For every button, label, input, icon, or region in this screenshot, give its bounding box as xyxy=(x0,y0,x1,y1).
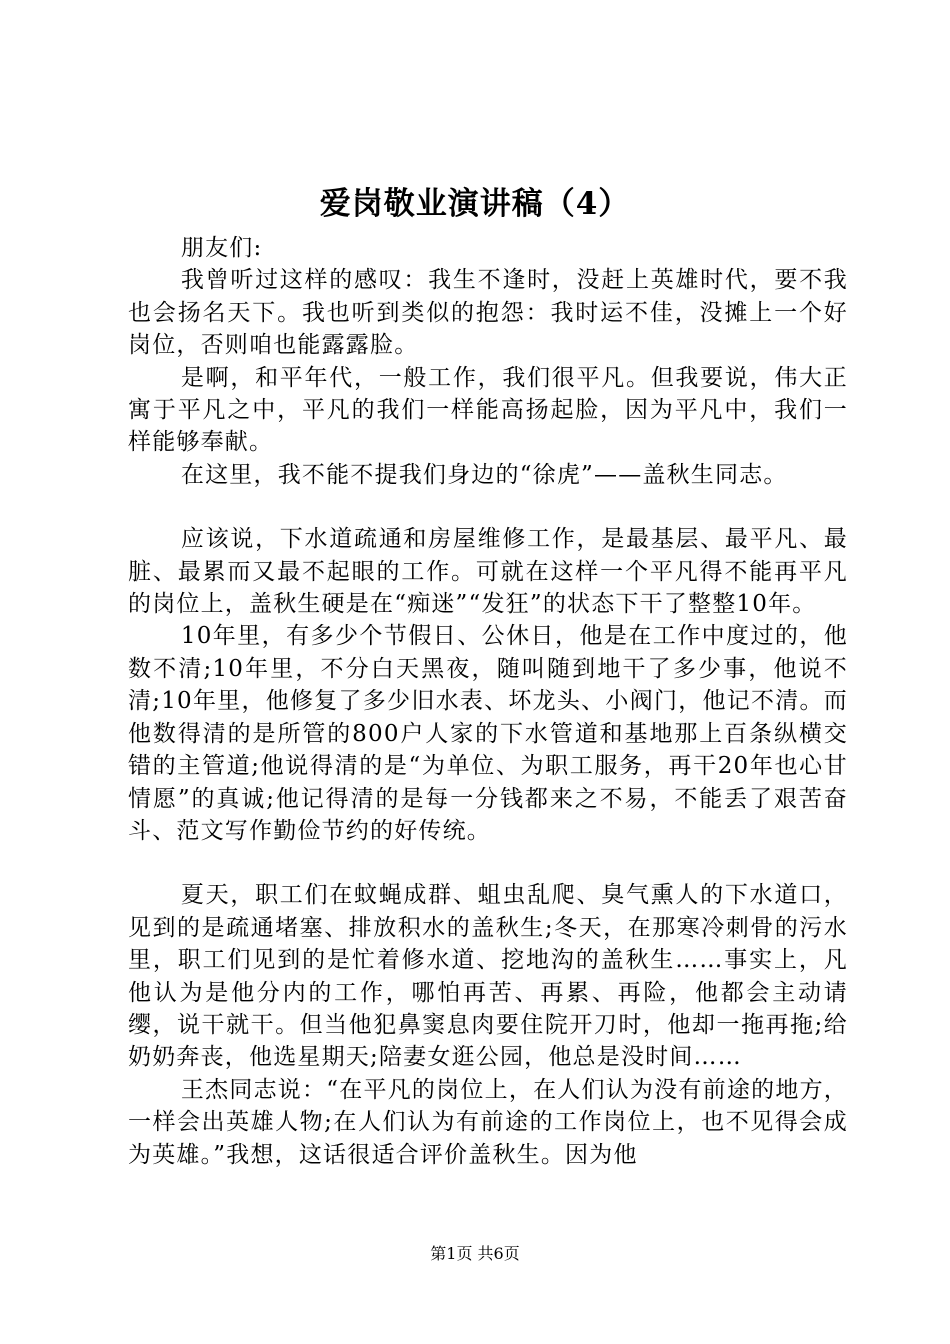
paragraph: 10年里，有多少个节假日、公休日，他是在工作中度过的，他数不清;10年里，不分白天黑夜，随叫随到地干了多少事，他说不清;10年里，他修复了多少旧水表、坏龙头、小阀门，他记不清。而他数得清的是所管的800户人家的下水管道和基地那上百条纵横交错的主管道;他说得清的是“为单位、为职工服务，再干20年也心甘情愿”的真诚;他记得清的是每一分钱都来之不易，不能丢了艰苦奋斗、范文写作勤俭节约的好传统。 xyxy=(128,623,848,844)
document-title: 爱岗敬业演讲稿（4） xyxy=(319,186,631,222)
page-footer: 第1页 共6页 xyxy=(430,1244,520,1263)
paragraph: 应该说，下水道疏通和房屋维修工作，是最基层、最平凡、最脏、最累而又最不起眼的工作。可就在这样一个平凡得不能再平凡的岗位上，盖秋生硬是在“痴迷”“发狂”的状态下干了整整10年。 xyxy=(128,526,848,618)
paragraph: 我曾听过这样的感叹：我生不逢时，没赶上英雄时代，要不我也会扬名天下。我也听到类似的抱怨：我时运不佳，没摊上一个好岗位，否则咱也能露露脸。 xyxy=(128,267,848,359)
paragraph: 夏天，职工们在蚊蝇成群、蛆虫乱爬、臭气熏人的下水道口，见到的是疏通堵塞、排放积水的盖秋生;冬天，在那寒冷刺骨的污水里，职工们见到的是忙着修水道、挖地沟的盖秋生……事实上，凡他认为是他分内的工作，哪怕再苦、再累、再险，他都会主动请缨，说干就干。但当他犯鼻窦息肉要住院开刀时，他却一拖再拖;给奶奶奔丧，他选星期天;陪妻女逛公园，他总是没时间…… xyxy=(128,882,848,1071)
paragraph: 在这里，我不能不提我们身边的“徐虎”——盖秋生同志。 xyxy=(180,461,788,488)
document-body xyxy=(128,232,848,1171)
paragraph: 是啊，和平年代，一般工作，我们很平凡。但我要说，伟大正寓于平凡之中，平凡的我们一样能高扬起脸，因为平凡中，我们一样能够奉献。 xyxy=(128,364,848,456)
paragraph-salutation: 朋友们: xyxy=(180,235,263,261)
paragraph: 王杰同志说：“在平凡的岗位上，在人们认为没有前途的地方，一样会出英雄人物;在人们认为有前途的工作岗位上，也不见得会成为英雄。”我想，这话很适合评价盖秋生。因为他 xyxy=(128,1076,848,1168)
